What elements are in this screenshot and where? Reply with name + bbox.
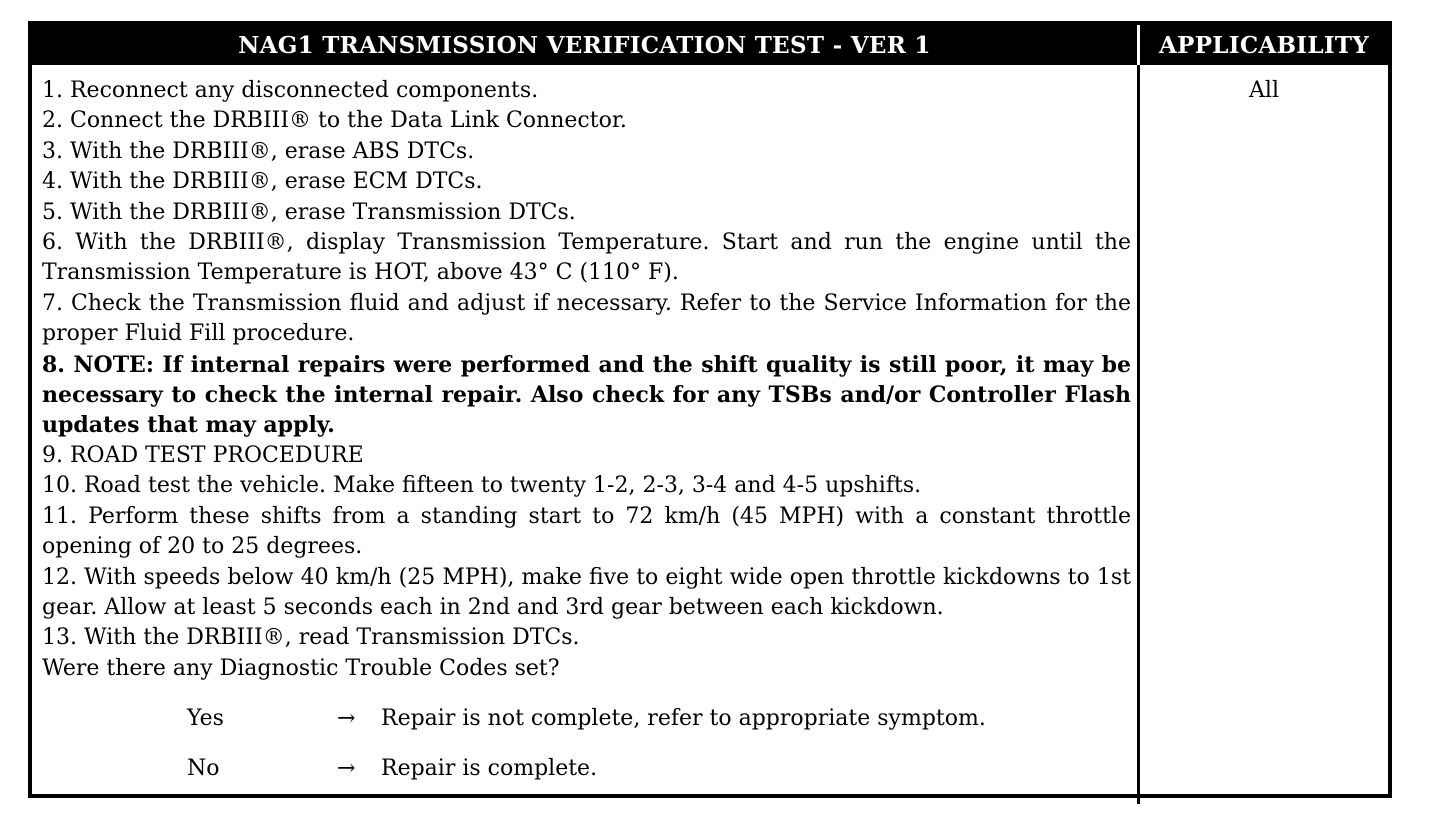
procedure-step: 12. With speeds below 40 km/h (25 MPH), make five to eight wide open throttle kickdowns to 1st gear. Allow at least 5 seconds each in 2nd and 3rd gear between each kickdown. xyxy=(42,564,1131,620)
procedure-step: 4. With the DRBIII®, erase ECM DTCs. xyxy=(42,169,483,195)
procedure-step: 3. With the DRBIII®, erase ABS DTCs. xyxy=(42,138,475,164)
procedure-step: 9. ROAD TEST PROCEDURE xyxy=(42,442,364,468)
procedure-step: 2. Connect the DRBIII® to the Data Link Connector. xyxy=(42,108,627,134)
procedure-step: 13. With the DRBIII®, read Transmission DTCs. xyxy=(42,625,580,651)
procedure-step: 7. Check the Transmission fluid and adjust if necessary. Refer to the Service Information for the proper Fluid Fill procedure. xyxy=(42,290,1131,347)
verification-test-table xyxy=(28,21,1392,798)
procedure-question: Were there any Diagnostic Trouble Codes set? xyxy=(42,655,560,681)
applicability-value: All xyxy=(1249,78,1279,103)
answer-no-text: Repair is complete. xyxy=(381,756,598,782)
procedure-note: 8. NOTE: If internal repairs were performed and the shift quality is still poor, it may be necessary to check the internal repair. Also check for any TSBs and/or Controller Flash updates that may apply. xyxy=(42,351,1131,439)
right-arrow-icon: → xyxy=(337,756,356,782)
answer-list xyxy=(42,704,1131,804)
answer-yes-row xyxy=(42,704,1131,754)
applicability-cell xyxy=(1140,65,1388,804)
test-title-header: NAG1 TRANSMISSION VERIFICATION TEST - VER 1 xyxy=(32,25,1137,65)
procedure-step: 11. Perform these shifts from a standing start to 72 km/h (45 MPH) with a constant throttle opening of 20 to 25 degrees. xyxy=(42,503,1131,560)
answer-no-row xyxy=(42,754,1131,804)
procedure-step: 1. Reconnect any disconnected components. xyxy=(42,78,539,103)
procedure-step: 10. Road test the vehicle. Make fifteen to twenty 1-2, 2-3, 3-4 and 4-5 upshifts. xyxy=(42,473,922,499)
right-arrow-icon: → xyxy=(337,706,356,732)
applicability-header: APPLICABILITY xyxy=(1140,25,1388,65)
procedure-step: 6. With the DRBIII®, display Transmission Temperature. Start and run the engine until the Transmission Temperature is HOT, above 43° C (110° F). xyxy=(42,230,1131,286)
procedure-cell xyxy=(32,65,1137,804)
answer-yes-text: Repair is not complete, refer to appropriate symptom. xyxy=(381,706,986,732)
procedure-step: 5. With the DRBIII®, erase Transmission DTCs. xyxy=(42,199,576,225)
answer-yes-label: Yes xyxy=(187,706,224,732)
answer-no-label: No xyxy=(187,756,220,782)
